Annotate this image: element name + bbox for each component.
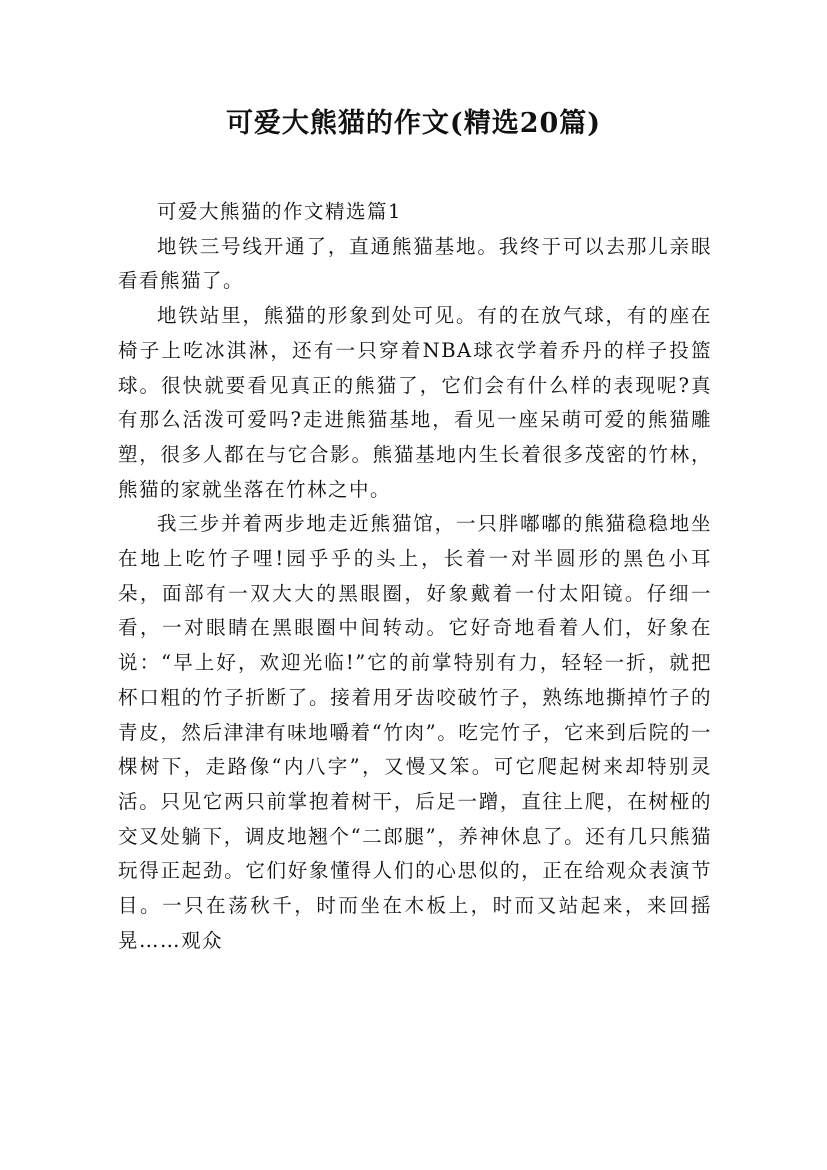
document-body <box>118 195 712 958</box>
section-heading: 可爱大熊猫的作文精选篇1 <box>157 200 402 223</box>
document-title: 可爱大熊猫的作文(精选20篇) <box>225 108 602 139</box>
paragraph: 地铁站里，熊猫的形象到处可见。有的在放气球，有的座在椅子上吃冰淇淋，还有一只穿着NBA球衣学着乔丹的样子投篮球。很快就要看见真正的熊猫了，它们会有什么样的表现呢?真有那么活泼可爱吗?走进熊猫基地，看见一座呆萌可爱的熊猫雕塑，很多人都在与它合影。熊猫基地内生长着很多茂密的竹林，熊猫的家就坐落在竹林之中。 <box>118 304 712 501</box>
paragraph: 我三步并着两步地走近熊猫馆，一只胖嘟嘟的熊猫稳稳地坐在地上吃竹子哩!园乎乎的头上，长着一对半圆形的黑色小耳朵，面部有一双大大的黑眼圈，好象戴着一付太阳镜。仔细一看，一对眼睛在黑眼圈中间转动。它好奇地看着人们，好象在说：“早上好，欢迎光临!”它的前掌特别有力，轻轻一折，就把杯口粗的竹子折断了。接着用牙齿咬破竹子，熟练地撕掉竹子的青皮，然后津津有味地嚼着“竹肉”。吃完竹子，它来到后院的一棵树下，走路像“内八字”，又慢又笨。可它爬起树来却特别灵活。只见它两只前掌抱着树干，后足一蹭，直往上爬，在树桠的交叉处躺下，调皮地翘个“二郎腿”，养神休息了。还有几只熊猫玩得正起劲。它们好象懂得人们的心思似的，正在给观众表演节目。一只在荡秋千，时而坐在木板上，时而又站起来，来回摇晃……观众 <box>118 512 712 952</box>
paragraph: 地铁三号线开通了，直通熊猫基地。我终于可以去那儿亲眼看看熊猫了。 <box>118 234 712 293</box>
